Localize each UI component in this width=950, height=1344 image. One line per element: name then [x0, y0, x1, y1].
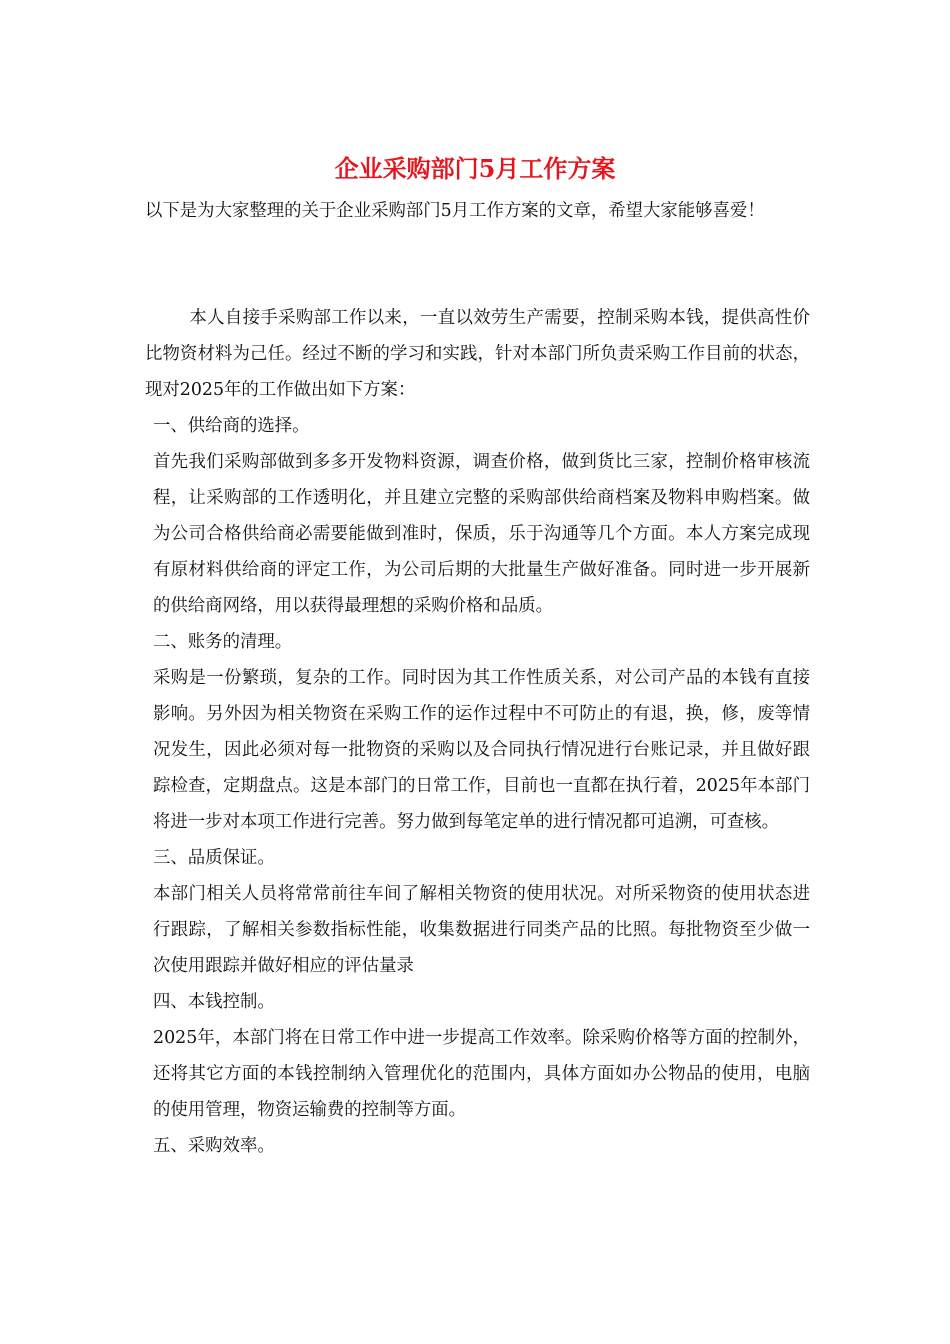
section-paragraph: 本部门相关人员将常常前往车间了解相关物资的使用状况。对所采物资的使用状态进行跟踪，了解相关参数指标性能，收集数据进行同类产品的比照。每批物资至少做一次使用跟踪并做好相应的评估量录 — [153, 884, 810, 976]
section-paragraph: 2025年，本部门将在日常工作中进一步提高工作效率。除采购价格等方面的控制外，还将其它方面的本钱控制纳入管理优化的范围内，具体方面如办公物品的使用，电脑的使用管理，物资运输费的控制等方面。 — [153, 1028, 810, 1120]
section-heading: 五、采购效率。 — [153, 1136, 275, 1156]
section-heading: 二、账务的清理。 — [153, 632, 293, 652]
section-paragraph: 采购是一份繁琐，复杂的工作。同时因为其工作性质关系，对公司产品的本钱有直接影响。另外因为相关物资在采购工作的运作过程中不可防止的有退，换，修，废等情况发生，因此必须对每一批物资的采购以及合同执行情况进行台账记录，并且做好跟踪检查，定期盘点。这是本部门的日常工作，目前也一直都在执行着，2025年本部门将进一步对本项工作进行完善。努力做到每笔定单的进行情况都可追溯，可查核。 — [153, 668, 810, 832]
section-paragraph: 首先我们采购部做到多多开发物料资源，调查价格，做到货比三家，控制价格审核流程，让采购部的工作透明化，并且建立完整的采购部供给商档案及物料申购档案。做为公司合格供给商必需要能做到准时，保质，乐于沟通等几个方面。本人方案完成现有原材料供给商的评定工作，为公司后期的大批量生产做好准备。同时进一步开展新的供给商网络，用以获得最理想的采购价格和品质。 — [153, 452, 810, 616]
section-heading: 三、品质保证。 — [153, 848, 275, 868]
opening-paragraph: 本人自接手采购部工作以来，一直以效劳生产需要，控制采购本钱，提供高性价比物资材料为己任。经过不断的学习和实践，针对本部门所负责采购工作目前的状态，现对2025年的工作做出如下方案： — [145, 308, 810, 400]
document-body — [145, 193, 810, 1164]
intro-paragraph: 以下是为大家整理的关于企业采购部门5月工作方案的文章，希望大家能够喜爱！ — [145, 201, 765, 221]
document-title: 企业采购部门5月工作方案 — [334, 154, 616, 183]
section-heading: 四、本钱控制。 — [153, 992, 275, 1012]
paragraph-spacer — [145, 229, 810, 300]
section-heading: 一、供给商的选择。 — [153, 416, 310, 436]
